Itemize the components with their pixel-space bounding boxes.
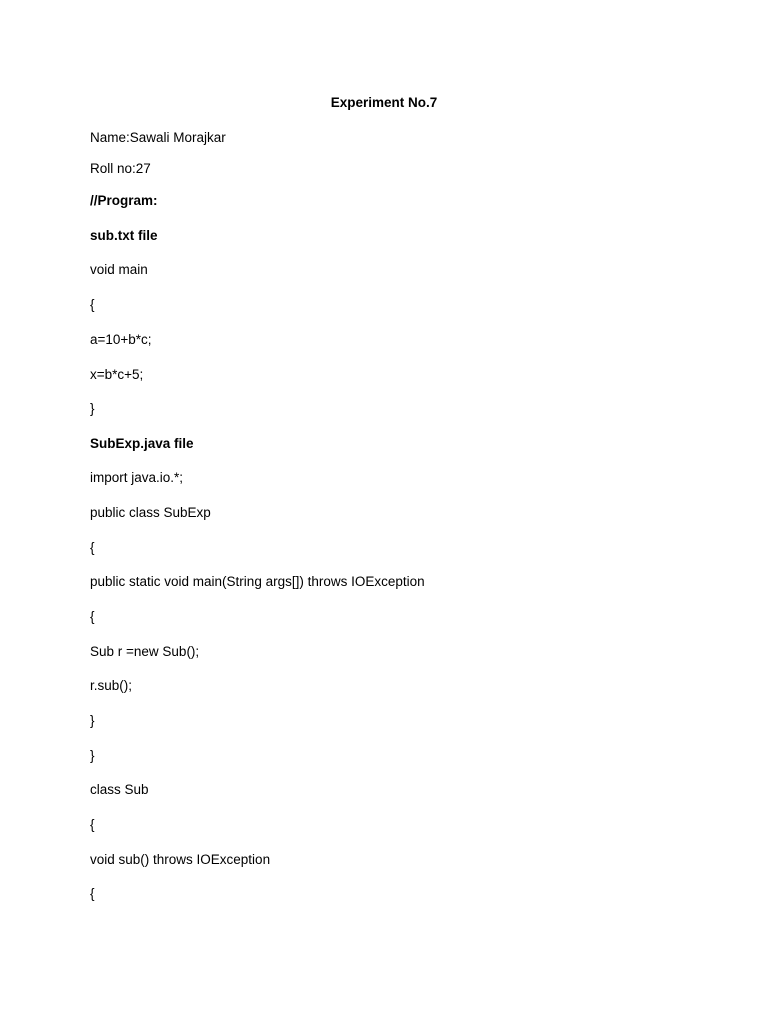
- code-line: public static void main(String args[]) throws IOException: [90, 574, 425, 589]
- code-line: r.sub();: [90, 678, 133, 693]
- code-line: class Sub: [90, 782, 149, 797]
- code-line: }: [90, 748, 95, 763]
- code-line: Sub r =new Sub();: [90, 644, 200, 659]
- code-line: import java.io.*;: [90, 470, 184, 485]
- code-line: }: [90, 401, 95, 416]
- code-line: void sub() throws IOException: [90, 852, 271, 867]
- code-line: void main: [90, 262, 148, 277]
- code-line: }: [90, 713, 95, 728]
- program-heading: //Program:: [90, 193, 158, 208]
- roll-number: Roll no:27: [90, 161, 151, 176]
- code-line: a=10+b*c;: [90, 332, 152, 347]
- file2-heading: SubExp.java file: [90, 436, 194, 451]
- student-name: Name:Sawali Morajkar: [90, 130, 226, 145]
- code-line: public class SubExp: [90, 505, 211, 520]
- document-title: Experiment No.7: [330, 95, 438, 110]
- code-line: {: [90, 609, 95, 624]
- code-line: x=b*c+5;: [90, 367, 144, 382]
- code-line: {: [90, 886, 95, 901]
- code-line: {: [90, 297, 95, 312]
- code-line: {: [90, 817, 95, 832]
- code-line: {: [90, 540, 95, 555]
- file1-heading: sub.txt file: [90, 228, 158, 243]
